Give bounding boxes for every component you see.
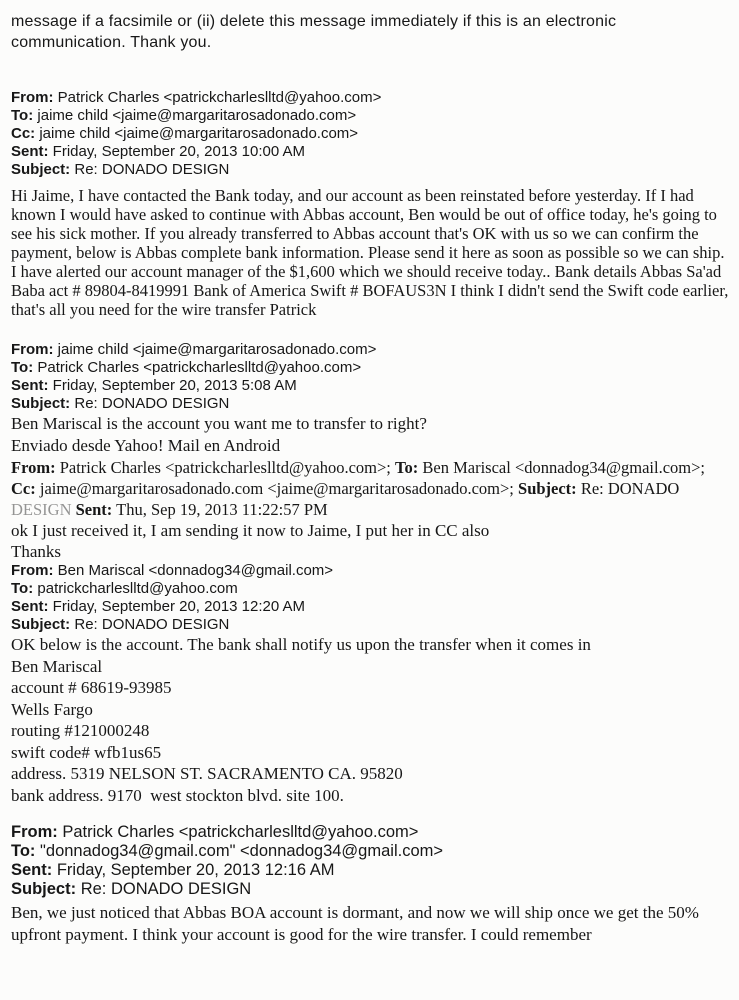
email-1-headers	[11, 89, 729, 179]
header-label: To:	[11, 107, 34, 124]
email-5-body: Ben, we just noticed that Abbas BOA account is dormant, and now we will ship once we get the 50% upfront payment. I think your account is good for the wire transfer. I could remember	[11, 903, 704, 944]
header-label: From:	[11, 562, 54, 579]
from-line	[11, 341, 729, 359]
header-label: Sent:	[11, 143, 49, 160]
header-value: Friday, September 20, 2013 12:20 AM	[52, 598, 306, 615]
header-label: From:	[11, 89, 54, 106]
header-value: "donnadog34@gmail.com" <donnadog34@gmail.com>	[40, 842, 444, 860]
swift-code: swift code# wfb1us65	[11, 742, 162, 762]
sent-line	[11, 377, 729, 395]
from-line	[11, 89, 729, 107]
header-label: Subject:	[518, 479, 577, 498]
header-label: Subject:	[11, 880, 77, 898]
to-line	[11, 580, 729, 598]
header-label: Subject:	[11, 616, 71, 633]
header-label: Sent:	[11, 598, 49, 615]
header-label: Sent:	[11, 377, 49, 394]
from-line	[11, 823, 729, 842]
subject-line	[11, 616, 729, 634]
header-value: Re: DONADO	[580, 479, 680, 498]
email-4-body-line: OK below is the account. The bank shall notify us upon the transfer when it comes in	[11, 635, 591, 654]
sent-line	[11, 861, 729, 880]
header-value: jaime@margaritarosadonado.com <jaime@margaritarosadonado.com>;	[39, 479, 514, 498]
smudged-text: DESIGN	[11, 500, 72, 519]
sent-from-note: Enviado desde Yahoo! Mail en Android	[11, 436, 281, 455]
header-label: To:	[11, 359, 34, 376]
header-value: Re: DONADO DESIGN	[74, 161, 230, 178]
header-value: Thu, Sep 19, 2013 11:22:57 PM	[116, 500, 328, 519]
email-4-headers	[11, 562, 729, 634]
header-label: From:	[11, 458, 56, 477]
header-label: Subject:	[11, 395, 71, 412]
header-value: Friday, September 20, 2013 5:08 AM	[52, 377, 297, 394]
header-value: Patrick Charles <patrickcharleslltd@yahoo.com>	[62, 823, 419, 841]
header-value: Re: DONADO DESIGN	[80, 880, 252, 898]
header-label: To:	[11, 580, 34, 597]
bank-address: bank address. 9170 west stockton blvd. site 100.	[11, 785, 344, 805]
quoted-body-line: Thanks	[11, 542, 62, 561]
header-value: Re: DONADO DESIGN	[74, 616, 230, 633]
header-value: Ben Mariscal <donnadog34@gmail.com>;	[422, 458, 706, 477]
header-label: To:	[11, 842, 36, 860]
header-value: jaime child <jaime@margaritarosadonado.com>	[57, 341, 377, 358]
quoted-header	[11, 457, 729, 520]
account-number: account # 68619-93985	[11, 678, 172, 697]
header-label: To:	[395, 458, 419, 477]
email-5-headers	[11, 823, 729, 899]
holder-address: address. 5319 NELSON ST. SACRAMENTO CA. 95820	[11, 764, 403, 783]
to-line	[11, 107, 729, 125]
sent-line	[11, 143, 729, 161]
header-label: Subject:	[11, 161, 71, 178]
header-value: jaime child <jaime@margaritarosadonado.com>	[39, 125, 359, 142]
email-5	[11, 823, 729, 946]
header-label: Cc:	[11, 125, 36, 142]
header-label: Sent:	[75, 500, 113, 519]
header-value: Patrick Charles <patrickcharleslltd@yahoo.com>	[57, 89, 382, 106]
cc-line	[11, 125, 729, 143]
header-label: From:	[11, 823, 58, 841]
header-value: Friday, September 20, 2013 10:00 AM	[52, 143, 306, 160]
subject-line	[11, 395, 729, 413]
disclaimer-text: message if a facsimile or (ii) delete this message immediately if this is an electronic communication. Thank you.	[11, 13, 621, 51]
header-value: Patrick Charles <patrickcharleslltd@yahoo.com>	[37, 359, 362, 376]
header-value: jaime child <jaime@margaritarosadonado.com>	[37, 107, 357, 124]
bank-name: Wells Fargo	[11, 699, 93, 719]
email-1-body: Hi Jaime, I have contacted the Bank today, and our account as been reinstated before yesterday. If I had known I would have asked to continue with Abbas account, Ben would be out of office today, he's going to see his sick mother. If you already transferred to Abbas account that's OK with us so we can confirm the payment, below is Abbas complete bank information. Please send it here as soon as possible so we can ship. I have alerted our account manager of the $1,600 which we should receive today.. Bank details Abbas Sa'ad Baba act # 89804-8419991 Bank of America Swift # BOFAUS3N I think I didn't send the Swift code earlier, that's all you need for the wire transfer Patrick	[11, 186, 733, 319]
header-value: Friday, September 20, 2013 12:16 AM	[56, 861, 335, 879]
email-2-headers	[11, 341, 729, 413]
header-value: Ben Mariscal <donnadog34@gmail.com>	[57, 562, 334, 579]
subject-line	[11, 880, 729, 899]
header-value: Re: DONADO DESIGN	[74, 395, 230, 412]
email-4	[11, 562, 729, 806]
header-label: Cc:	[11, 479, 36, 498]
to-line	[11, 359, 729, 377]
quoted-body-line: ok I just received it, I am sending it now to Jaime, I put her in CC also	[11, 521, 490, 540]
account-holder-name: Ben Mariscal	[11, 656, 103, 676]
email-3-quoted	[11, 457, 729, 562]
subject-line	[11, 161, 729, 179]
from-line	[11, 562, 729, 580]
header-label: Sent:	[11, 861, 53, 879]
email-2	[11, 341, 729, 457]
sent-line	[11, 598, 729, 616]
routing-number: routing #121000248	[11, 721, 150, 740]
header-value: Patrick Charles <patrickcharleslltd@yahoo.com>;	[59, 458, 391, 477]
header-label: From:	[11, 341, 54, 358]
header-value: patrickcharleslltd@yahoo.com	[37, 580, 238, 597]
email-1	[11, 89, 733, 319]
email-2-body-line: Ben Mariscal is the account you want me to transfer to right?	[11, 414, 427, 433]
to-line	[11, 842, 729, 861]
